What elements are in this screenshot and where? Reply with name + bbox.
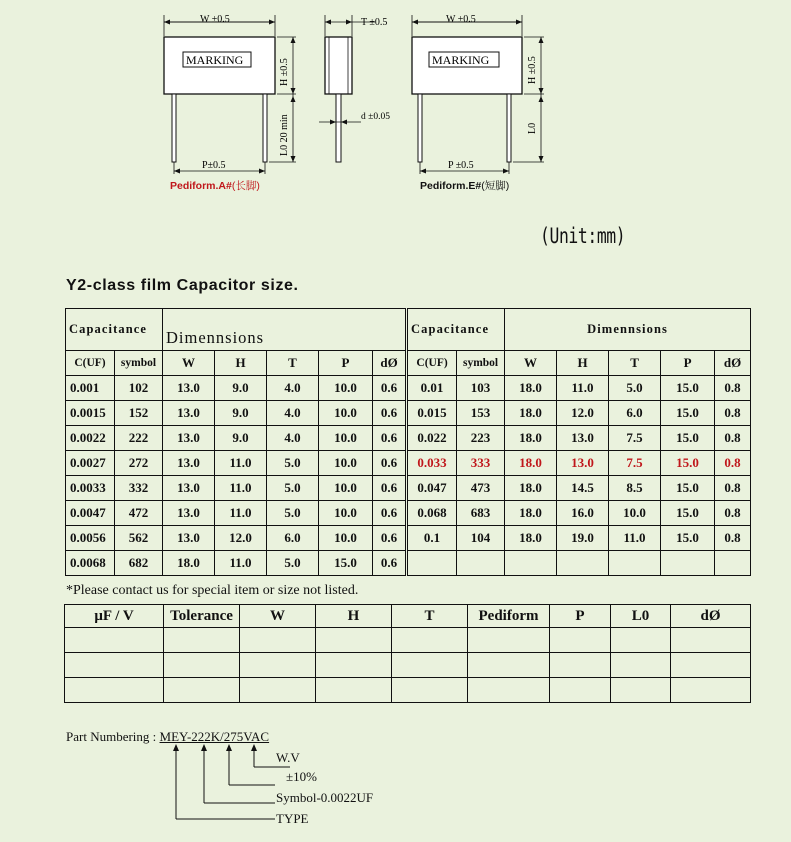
table-cell: 0.047	[407, 476, 457, 501]
d-label: d ±0.05	[361, 112, 390, 122]
table-cell: 5.0	[267, 451, 319, 476]
table-cell	[457, 551, 505, 576]
table-cell: 15.0	[661, 476, 715, 501]
table-cell: 682	[115, 551, 163, 576]
table-cell: 13.0	[163, 451, 215, 476]
order-input-cell[interactable]	[316, 653, 392, 678]
table-cell: 13.0	[163, 401, 215, 426]
table-row	[66, 426, 751, 451]
table-cell: 0.8	[715, 376, 751, 401]
table-cell: 562	[115, 526, 163, 551]
table-cell: 7.5	[609, 426, 661, 451]
pediform-a-drawing	[150, 10, 310, 175]
t-label: T ±0.5	[361, 17, 388, 28]
table-cell: 4.0	[267, 376, 319, 401]
table-cell: 0.8	[715, 451, 751, 476]
order-input-cell[interactable]	[392, 628, 468, 653]
table-cell: 18.0	[505, 376, 557, 401]
order-input-cell[interactable]	[164, 653, 240, 678]
order-col-header: Tolerance	[164, 605, 240, 628]
table-cell: 0.6	[373, 426, 407, 451]
order-input-row	[65, 628, 751, 653]
table-cell: 272	[115, 451, 163, 476]
column-header-row	[66, 351, 751, 376]
table-cell: 11.0	[557, 376, 609, 401]
table-cell: 15.0	[319, 551, 373, 576]
table-cell: 15.0	[661, 526, 715, 551]
table-cell: 102	[115, 376, 163, 401]
table-cell: 7.5	[609, 451, 661, 476]
order-input-cell[interactable]	[671, 678, 751, 703]
table-cell: 13.0	[163, 426, 215, 451]
legend-symbol: Symbol-0.0022UF	[276, 790, 374, 805]
table-cell: 18.0	[505, 451, 557, 476]
order-input-cell[interactable]	[65, 653, 164, 678]
table-row	[66, 526, 751, 551]
table-cell: 0.8	[715, 476, 751, 501]
table-cell	[661, 551, 715, 576]
table-cell: 0.001	[66, 376, 115, 401]
table-cell: 0.6	[373, 476, 407, 501]
order-col-header: W	[240, 605, 316, 628]
pediform-a-cn: (长脚)	[231, 180, 260, 192]
order-input-cell[interactable]	[392, 678, 468, 703]
section-title: Y2-class film Capacitor size.	[66, 277, 299, 294]
table-cell: 13.0	[557, 426, 609, 451]
table-cell: 11.0	[215, 476, 267, 501]
table-cell: 0.6	[373, 376, 407, 401]
table-cell: 4.0	[267, 401, 319, 426]
order-input-cell[interactable]	[65, 678, 164, 703]
table-cell: 0.0068	[66, 551, 115, 576]
order-input-cell[interactable]	[316, 628, 392, 653]
table-cell: 10.0	[319, 526, 373, 551]
col-header: dØ	[373, 351, 407, 376]
table-cell: 0.6	[373, 401, 407, 426]
table-cell: 0.6	[373, 501, 407, 526]
order-col-header: μF / V	[65, 605, 164, 628]
order-input-row	[65, 678, 751, 703]
col-header: T	[267, 351, 319, 376]
special-order-note: *Please contact us for special item or size not listed.	[66, 583, 359, 598]
pediform-e-drawing	[400, 10, 560, 175]
order-input-cell[interactable]	[65, 628, 164, 653]
table-cell: 15.0	[661, 451, 715, 476]
col-header: H	[215, 351, 267, 376]
order-input-row	[65, 653, 751, 678]
table-cell: 683	[457, 501, 505, 526]
order-input-cell[interactable]	[392, 653, 468, 678]
order-input-cell[interactable]	[671, 653, 751, 678]
table-cell: 0.033	[407, 451, 457, 476]
part-number-legend-lines	[160, 740, 290, 830]
order-input-cell[interactable]	[550, 653, 611, 678]
table-cell: 0.015	[407, 401, 457, 426]
order-input-cell[interactable]	[164, 678, 240, 703]
table-cell: 152	[115, 401, 163, 426]
col-header: W	[505, 351, 557, 376]
p-label: P±0.5	[202, 160, 226, 171]
table-cell: 0.6	[373, 526, 407, 551]
table-cell: 13.0	[163, 501, 215, 526]
order-input-cell[interactable]	[550, 628, 611, 653]
legend-type: TYPE	[276, 811, 309, 826]
order-col-header: L0	[611, 605, 671, 628]
table-cell: 0.0027	[66, 451, 115, 476]
marking-label: MARKING	[432, 53, 490, 67]
col-header: P	[319, 351, 373, 376]
table-cell: 333	[457, 451, 505, 476]
table-cell: 6.0	[267, 526, 319, 551]
order-input-cell[interactable]	[468, 628, 550, 653]
legend-tolerance: ±10%	[286, 769, 317, 784]
table-cell	[505, 551, 557, 576]
table-cell	[557, 551, 609, 576]
table-cell: 12.0	[557, 401, 609, 426]
table-cell: 222	[115, 426, 163, 451]
order-table	[64, 604, 751, 703]
table-cell: 5.0	[267, 501, 319, 526]
order-input-cell[interactable]	[240, 628, 316, 653]
table-cell: 12.0	[215, 526, 267, 551]
table-row	[66, 451, 751, 476]
table-row	[66, 401, 751, 426]
table-cell: 0.0056	[66, 526, 115, 551]
table-cell: 0.6	[373, 551, 407, 576]
table-cell: 0.8	[715, 426, 751, 451]
table-row	[66, 376, 751, 401]
col-header: P	[661, 351, 715, 376]
table-cell: 15.0	[661, 401, 715, 426]
table-cell: 0.022	[407, 426, 457, 451]
table-row	[66, 476, 751, 501]
col-header: dØ	[715, 351, 751, 376]
order-col-header: P	[550, 605, 611, 628]
pediform-a-name: Pediform.A#	[170, 180, 232, 192]
h-label: H ±0.5	[527, 56, 538, 84]
legend-wv: W.V	[276, 750, 300, 765]
table-cell: 10.0	[609, 501, 661, 526]
table-cell: 11.0	[609, 526, 661, 551]
order-input-cell[interactable]	[164, 628, 240, 653]
col-header: symbol	[457, 351, 505, 376]
table-cell: 18.0	[505, 526, 557, 551]
table-cell: 18.0	[505, 501, 557, 526]
table-cell: 0.01	[407, 376, 457, 401]
p-label: P ±0.5	[448, 160, 474, 171]
unit-label: (Unit:mm)	[540, 224, 626, 248]
table-cell: 0.0047	[66, 501, 115, 526]
dimensions-header-left: Dimennsions	[163, 309, 407, 351]
part-number-code: MEY-222K/275VAC	[159, 729, 270, 744]
order-input-cell[interactable]	[240, 653, 316, 678]
col-header: W	[163, 351, 215, 376]
table-cell: 6.0	[609, 401, 661, 426]
table-row	[66, 501, 751, 526]
dimensions-header-right: Dimennsions	[505, 309, 751, 351]
table-cell: 332	[115, 476, 163, 501]
table-row	[66, 551, 751, 576]
col-header: symbol	[115, 351, 163, 376]
table-cell: 11.0	[215, 501, 267, 526]
table-cell: 15.0	[661, 501, 715, 526]
order-input-cell[interactable]	[671, 628, 751, 653]
table-cell	[407, 551, 457, 576]
l0-label: L0 20 min	[279, 114, 290, 156]
table-cell: 0.6	[373, 451, 407, 476]
col-header: T	[609, 351, 661, 376]
pediform-e-caption	[420, 178, 509, 193]
table-cell: 0.1	[407, 526, 457, 551]
order-input-cell[interactable]	[240, 678, 316, 703]
table-cell: 11.0	[215, 451, 267, 476]
table-cell: 10.0	[319, 476, 373, 501]
table-cell: 223	[457, 426, 505, 451]
table-cell: 472	[115, 501, 163, 526]
table-cell: 8.5	[609, 476, 661, 501]
table-cell: 15.0	[661, 426, 715, 451]
table-cell: 10.0	[319, 426, 373, 451]
table-cell: 14.5	[557, 476, 609, 501]
table-cell: 5.0	[267, 551, 319, 576]
table-cell: 9.0	[215, 426, 267, 451]
table-cell: 153	[457, 401, 505, 426]
table-cell: 18.0	[505, 476, 557, 501]
order-input-cell[interactable]	[611, 628, 671, 653]
table-cell: 10.0	[319, 501, 373, 526]
table-cell: 11.0	[215, 551, 267, 576]
table-cell: 15.0	[661, 376, 715, 401]
col-header: H	[557, 351, 609, 376]
order-col-header: dØ	[671, 605, 751, 628]
l0-label: L0	[527, 122, 538, 134]
w-label: W ±0.5	[200, 14, 230, 25]
table-cell: 0.8	[715, 401, 751, 426]
table-cell: 9.0	[215, 401, 267, 426]
pediform-a-caption	[170, 178, 260, 193]
order-input-cell[interactable]	[611, 678, 671, 703]
capacitance-header-left: Capacitance	[66, 309, 163, 351]
table-cell: 10.0	[319, 451, 373, 476]
table-cell: 13.0	[163, 476, 215, 501]
order-input-cell[interactable]	[468, 653, 550, 678]
col-header: C(UF)	[407, 351, 457, 376]
part-numbering-label: Part Numbering :	[66, 729, 160, 744]
side-view-drawing	[315, 10, 410, 165]
table-cell: 9.0	[215, 376, 267, 401]
spec-table	[65, 308, 751, 576]
order-col-header: H	[316, 605, 392, 628]
table-cell: 18.0	[163, 551, 215, 576]
table-cell: 18.0	[505, 426, 557, 451]
table-cell: 0.0022	[66, 426, 115, 451]
table-cell: 18.0	[505, 401, 557, 426]
table-cell: 0.068	[407, 501, 457, 526]
capacitance-header-right: Capacitance	[407, 309, 505, 351]
table-cell: 0.8	[715, 501, 751, 526]
table-cell: 19.0	[557, 526, 609, 551]
table-cell: 10.0	[319, 401, 373, 426]
order-input-cell[interactable]	[468, 678, 550, 703]
table-cell	[609, 551, 661, 576]
col-header: C(UF)	[66, 351, 115, 376]
w-label: W ±0.5	[446, 14, 476, 25]
marking-label: MARKING	[186, 53, 244, 67]
order-input-cell[interactable]	[316, 678, 392, 703]
table-cell: 5.0	[609, 376, 661, 401]
table-cell: 0.0015	[66, 401, 115, 426]
table-cell: 13.0	[163, 526, 215, 551]
table-cell: 10.0	[319, 376, 373, 401]
h-label: H ±0.5	[279, 58, 290, 86]
table-cell	[715, 551, 751, 576]
table-cell: 4.0	[267, 426, 319, 451]
table-cell: 0.0033	[66, 476, 115, 501]
table-cell: 0.8	[715, 526, 751, 551]
order-header-row	[65, 605, 751, 628]
pediform-e-name: Pediform.E#	[420, 180, 482, 192]
order-col-header: Pediform	[468, 605, 550, 628]
table-cell: 5.0	[267, 476, 319, 501]
pediform-e-cn: (短脚)	[481, 180, 510, 192]
table-cell: 103	[457, 376, 505, 401]
table-cell: 16.0	[557, 501, 609, 526]
table-cell: 13.0	[163, 376, 215, 401]
order-input-cell[interactable]	[611, 653, 671, 678]
table-cell: 473	[457, 476, 505, 501]
order-input-cell[interactable]	[550, 678, 611, 703]
table-cell: 104	[457, 526, 505, 551]
table-cell: 13.0	[557, 451, 609, 476]
order-col-header: T	[392, 605, 468, 628]
